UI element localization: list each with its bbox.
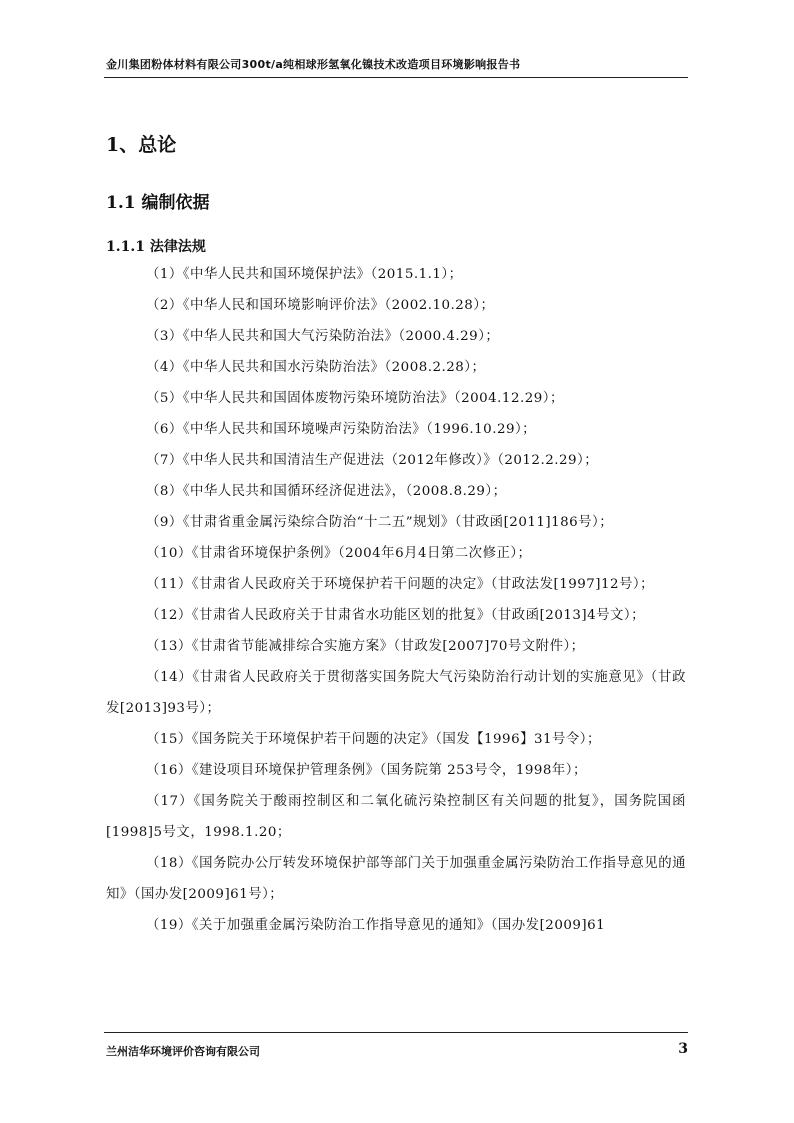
reference-item: （13）《甘肃省节能减排综合实施方案》（甘政发[2007]70号文附件）； [146,639,585,654]
page-number: 3 [678,1041,688,1057]
header-divider [104,77,688,78]
reference-item: （4）《中华人民共和国水污染防治法》（2008.2.28）； [146,360,486,375]
reference-item: （14）《甘肃省人民政府关于贯彻落实国务院大气污染防治行动计划的实施意见》（甘政发[2013]93号）； [106,670,686,716]
reference-item: （9）《甘肃省重金属污染综合防治“十二五”规划》（甘政函[2011]186号）； [146,515,614,530]
document-header: 金川集团粉体材料有限公司300t/a纯相球形氢氧化镍技术改造项目环境影响报告书 [106,58,521,71]
footer-company: 兰州洁华环境评价咨询有限公司 [106,1045,260,1058]
section-heading: 1.1 编制依据 [106,193,210,213]
reference-item: （10）《甘肃省环境保护条例》（2004年6月4日第二次修正）； [146,546,532,561]
reference-item: （6）《中华人民共和国环境噪声污染防治法》（1996.10.29）； [146,422,537,437]
reference-item: （8）《中华人民共和国循环经济促进法》，（2008.8.29）； [146,484,507,499]
reference-item: （5）《中华人民共和国固体废物污染环境防治法》（2004.12.29）； [146,391,564,406]
chapter-heading: 1、总论 [106,134,177,156]
reference-item: （1）《中华人民共和国环境保护法》（2015.1.1）； [146,267,463,282]
reference-item: （19）《关于加强重金属污染防治工作指导意见的通知》（国办发[2009]61 [146,918,606,933]
reference-item: （15）《国务院关于环境保护若干问题的决定》（国发【1996】31号令）； [146,732,601,747]
reference-item: （17）《国务院关于酸雨控制区和二氧化硫污染控制区有关问题的批复》，国务院国函[1998]5号文，1998.1.20； [106,794,686,840]
reference-item: （3）《中华人民共和国大气污染防治法》（2000.4.29）； [146,329,500,344]
subsection-heading: 1.1.1 法律法规 [106,239,206,255]
reference-list [106,259,686,941]
reference-item: （2）《中华人民和国环境影响评价法》（2002.10.28）； [146,298,495,313]
reference-item: （16）《建设项目环境保护管理条例》（国务院第 253号令，1998年）； [146,763,587,778]
reference-item: （7）《中华人民共和国清洁生产促进法（2012年修改）》（2012.2.29）； [146,453,599,468]
footer-divider [104,1032,688,1033]
reference-item: （12）《甘肃省人民政府关于甘肃省水功能区划的批复》（甘政函[2013]4号文）； [146,608,645,623]
reference-item: （11）《甘肃省人民政府关于环境保护若干问题的决定》（甘政法发[1997]12号）； [146,577,655,592]
reference-item: （18）《国务院办公厅转发环境保护部等部门关于加强重金属污染防治工作指导意见的通知》（国办发[2009]61号）； [106,856,686,902]
